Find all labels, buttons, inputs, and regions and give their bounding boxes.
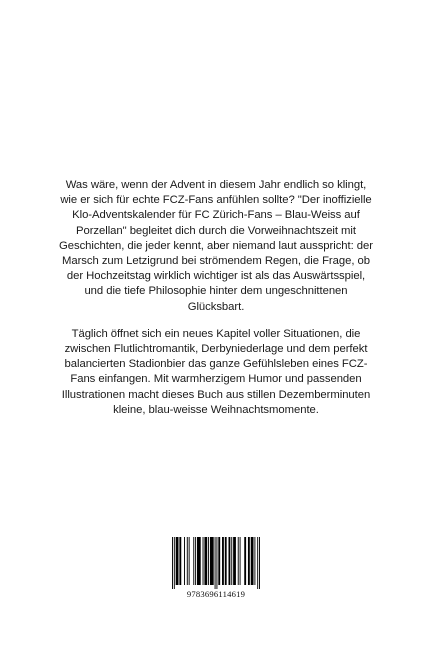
- isbn-number: 9783696114619: [186, 589, 246, 599]
- barcode-bar-6: [189, 537, 190, 585]
- barcode-bar-16: [218, 537, 220, 585]
- barcode-bar-4: [184, 537, 185, 585]
- barcode-bar-5: [187, 537, 188, 585]
- barcode-bar-26: [251, 537, 254, 585]
- barcode-bar-12: [208, 537, 209, 585]
- barcode-bar-1: [174, 537, 175, 589]
- barcode-bar-3: [179, 537, 181, 585]
- barcode-bar-19: [229, 537, 231, 585]
- barcode-bar-20: [231, 537, 232, 585]
- barcode-bar-17: [222, 537, 224, 585]
- barcode-bar-24: [244, 537, 246, 585]
- blurb-paragraph-1: Was wäre, wenn der Advent in diesem Jahr endlich so klingt, wie er sich für echte FCZ-Fans anfühlen sollte? "Der inoffizielle Klo-Adventskalender für FC Zürich-Fans – Blau-Weiss auf Porzellan" begleitet dich durch die Vorweihnachtszeit mit Geschichten, die jeder kennt, aber niemand laut ausspricht: der Marsch zum Letzigrund bei strömendem Regen, die Frage, ob der Hochzeitstag wirklich wichtiger ist als das Auswärtsspiel, und die tiefe Philosophie hinter dem ungeschnittenen Glücksbart.: [59, 179, 373, 313]
- barcode-bar-18: [225, 537, 227, 585]
- barcode-bar-27: [254, 537, 255, 585]
- barcode-bar-21: [233, 537, 236, 585]
- barcode-bar-8: [195, 537, 196, 585]
- barcode-bar-23: [240, 537, 241, 585]
- barcode-bar-11: [204, 537, 207, 585]
- barcode-bar-0: [172, 537, 173, 589]
- barcode-bar-15: [216, 537, 217, 589]
- barcode-bar-10: [203, 537, 204, 585]
- blurb-text: [58, 178, 374, 430]
- barcode-bar-9: [197, 537, 201, 585]
- barcode-bar-2: [176, 537, 179, 585]
- barcode-image: [172, 537, 260, 589]
- barcode-bar-22: [238, 537, 239, 585]
- barcode-bar-28: [257, 537, 258, 589]
- barcode-bar-13: [210, 537, 214, 585]
- blurb-paragraph-2: Täglich öffnet sich ein neues Kapitel voller Situationen, die zwischen Flutlichtromantik, Derbyniederlage und dem perfekt balancierten Stadionbier das ganze Gefühlsleben eines FCZ-Fans einfangen. Mit warmherzigem Humor und passenden Illustrationen macht dieses Buch aus stillen Dezemberminuten kleine, blau-weisse Weihnachtsmomente.: [61, 327, 371, 416]
- barcode-bar-25: [248, 537, 250, 585]
- barcode-area: [166, 533, 266, 610]
- barcode-bar-14: [215, 537, 216, 589]
- barcode-bar-7: [193, 537, 194, 585]
- barcode-bar-29: [259, 537, 260, 589]
